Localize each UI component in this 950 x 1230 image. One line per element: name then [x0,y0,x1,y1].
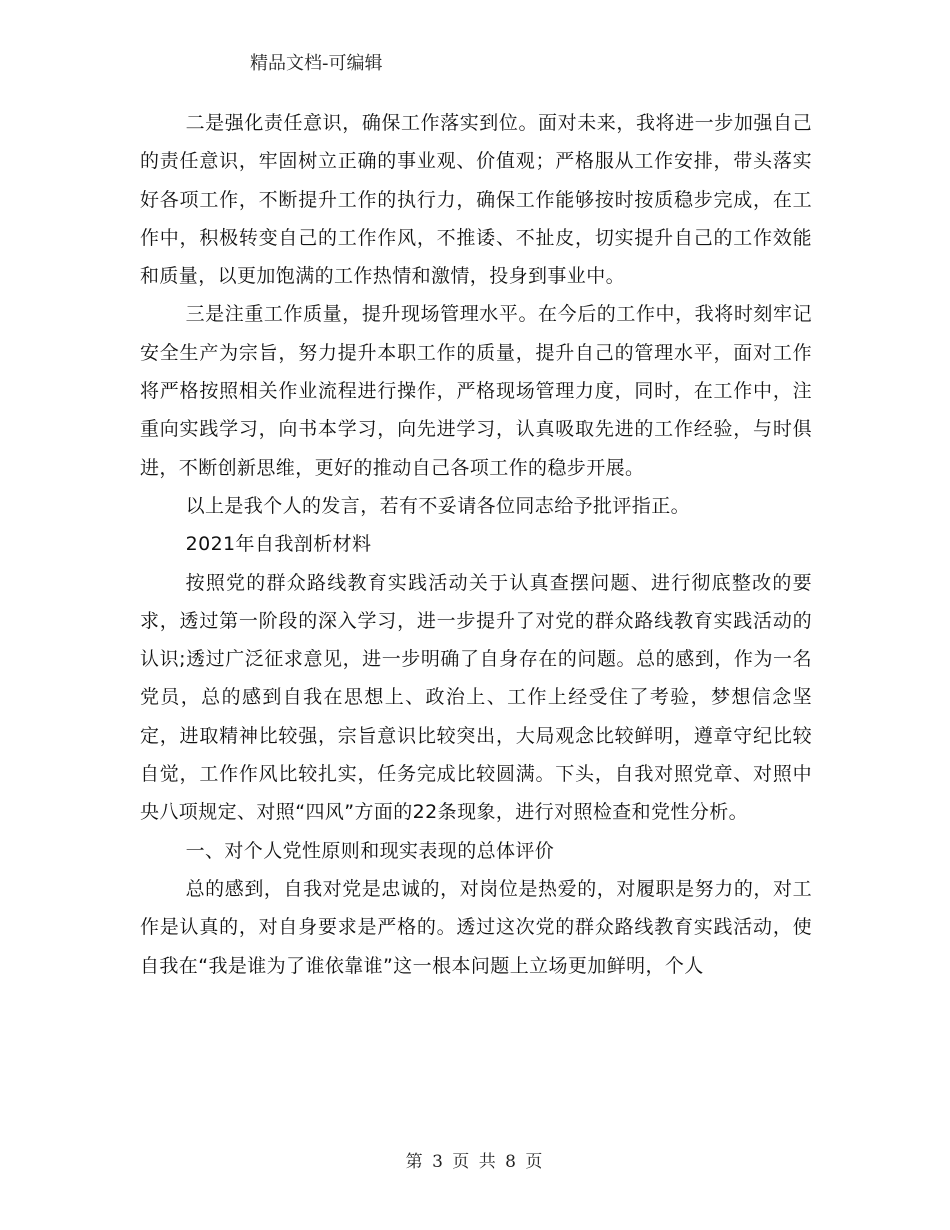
document-body [140,104,812,985]
paragraph: 三是注重工作质量，提升现场管理水平。在今后的工作中，我将时刻牢记安全生产为宗旨，努力提升本职工作的质量，提升自己的管理水平，面对工作将严格按照相关作业流程进行操作，严格现场管理力度，同时，在工作中，注重向实践学习，向书本学习，向先进学习，认真吸取先进的工作经验，与时俱进，不断创新思维，更好的推动自己各项工作的稳步开展。 [140,303,812,479]
page-header: 精品文档-可编辑 [250,53,383,74]
paragraph: 以上是我个人的发言，若有不妥请各位同志给予批评指正。 [185,494,690,517]
section-heading: 一、对个人党性原则和现实表现的总体评价 [185,839,555,862]
paragraph: 二是强化责任意识，确保工作落实到位。面对未来，我将进一步加强自己的责任意识，牢固树立正确的事业观、价值观；严格服从工作安排，带头落实好各项工作，不断提升工作的执行力，确保工作能够按时按质稳步完成，在工作中，积极转变自己的工作作风，不推诿、不扯皮，切实提升自己的工作效能和质量，以更加饱满的工作热情和激情，投身到事业中。 [140,112,812,288]
paragraph: 总的感到，自我对党是忠诚的，对岗位是热爱的，对履职是努力的，对工作是认真的，对自身要求是严格的。透过这次党的群众路线教育实践活动，使自我在“我是谁为了谁依靠谁”这一根本问题上立场更加鲜明，个人 [140,877,812,977]
section-title: 2021年自我剖析材料 [185,533,372,556]
paragraph: 按照党的群众路线教育实践活动关于认真查摆问题、进行彻底整改的要求，透过第一阶段的深入学习，进一步提升了对党的群众路线教育实践活动的认识;透过广泛征求意见，进一步明确了自身存在的问题。总的感到，作为一名党员，总的感到自我在思想上、政治上、工作上经受住了考验，梦想信念坚定，进取精神比较强，宗旨意识比较突出，大局观念比较鲜明，遵章守纪比较自觉，工作作风比较扎实，任务完成比较圆满。下头，自我对照党章、对照中央八项规定、对照“四风”方面的22条现象，进行对照检查和党性分析。 [140,571,812,824]
page-footer: 第 3 页 共 8 页 [405,1152,545,1172]
